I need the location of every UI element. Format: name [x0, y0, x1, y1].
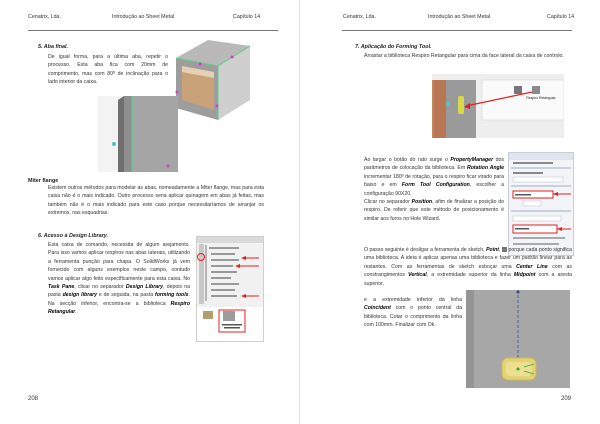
forming-tools-term: forming tools	[154, 292, 189, 299]
property-manager-screenshot	[508, 152, 574, 256]
propertymanager-term: PropertyManager	[450, 157, 494, 163]
library-item-label: Respiro Retangular	[526, 96, 556, 100]
sketch-screenshot	[466, 290, 570, 388]
form-tool-configuration-term: Form Tool Configuration	[401, 182, 470, 189]
step-6-p1: Esta caixa de comando, necessita de algum arejamento. Para isso vamos aplicar respiros nas abas laterais, utilizando a ferramenta punção para chapa. O SolidWorks já vem fornecido com alguns exemplos neste campo, contudo vamos aplicar algo feito especificamente para esta caixa.	[48, 242, 190, 282]
header-rule-right	[342, 30, 572, 31]
forming-tool-drag-drawing	[432, 74, 564, 138]
header-company-right: Cenatrix, Lda.	[343, 14, 376, 20]
design-library-drawing	[197, 237, 263, 341]
header-title-right: Introdução ao Sheet Metal	[428, 14, 491, 20]
header-chapter: Capítulo 14	[233, 14, 261, 20]
step-7-text: Arrastar a biblioteca Respiro Retangular para cima da face lateral da caixa de controlo.	[364, 53, 564, 59]
design-library-term: Design Library	[125, 284, 164, 291]
miter-text: Existem outros métodos para modelar as abas, nomeadamente a Miter flange, mas para esta caixa não é o mais indicado. Outro processo seria aplicar quinagem em abas já feitas, mas também não é o mais indicado para este caso porque necessitaríamos de arranjar os extremos, nas esquadrias.	[48, 185, 264, 217]
header-company: Cenatrix, Lda.	[28, 14, 61, 20]
point-term: Point	[486, 247, 500, 253]
flange-detail-image	[98, 96, 178, 172]
respiro-retangular-term: Respiro Retangular	[48, 300, 190, 316]
page-number-right: 209	[561, 396, 572, 402]
step-7-title: 7. Aplicação do Forming Tool.	[355, 44, 432, 50]
design-library-screenshot	[196, 236, 264, 342]
step-6-text: Esta caixa de comando, necessita de algum arejamento. Para isso vamos aplicar respiros nas abas laterais, utilizando a ferramenta punção para chapa. O SolidWorks já vem fornecido com alguns exemplos neste campo, contudo vamos aplicar algo feito especificamente para esta caixa. No Task Pane, clicar no separador Design Library, depois na pasta design library e de seguida, na pasta forming tools. Na secção inferior, encontra-se a biblioteca Respiro Retangular.	[48, 242, 190, 316]
right-page	[300, 0, 600, 424]
sketch-drawing	[466, 290, 570, 388]
header-chapter-right: Capítulo 14	[547, 14, 575, 20]
header-title: Introdução ao Sheet Metal	[112, 14, 175, 20]
miter-heading: Miter flange	[28, 178, 59, 184]
sketch-text: O passo seguinte é desligar a ferramenta de sketch, Point, porque cada ponto significa uma biblioteca. A ideia é aplicar apenas uma biblioteca e fazer um padrão linear para as restantes. Com as ferramentas de sketch esboçar uma Center Line com as constrangimentos Vertical, a extremidade superior da linha Midpoint com a aresta superior,	[364, 247, 573, 287]
header-rule	[28, 30, 278, 31]
property-manager-drawing	[509, 153, 573, 255]
midpoint-term: Midpoint	[513, 272, 536, 279]
forming-tool-drag-image	[432, 74, 564, 138]
step-5-title: 5. Aba final.	[38, 44, 69, 50]
position-term: Position	[411, 199, 433, 206]
rotation-angle-term: Rotation Angle	[466, 165, 504, 172]
step-5-text: De igual forma, para a última aba, repetir o processo. Esta aba fica com 20mm de comprimento, mas com 80º de inclinação para o lado interior da caixa.	[48, 54, 168, 86]
center-line-term: Center Line	[516, 263, 548, 270]
box-flange-drawing	[168, 38, 252, 124]
page-number-left: 208	[28, 396, 39, 402]
box-flange-image	[168, 38, 252, 124]
placement-text: Ao largar o botão do rato surge o PropertyManager dos parâmetros de colocação da biblioteca. Em Rotation Angle incrementar 180º de rotação, para o respiro ficar virado para baixo e em Form Tool Configuration, escolher a configuração 90X20. Clicar no separador Position, afim de finalizar a posição do respiro. De referir que este método de posicionamento é similar aos furos no Hole Wizard.	[364, 157, 505, 222]
flange-detail-drawing	[98, 96, 178, 172]
design-library-folder-term: design library	[62, 292, 98, 299]
step-6-title: 6. Acesso à Design Library.	[38, 233, 109, 239]
coincident-text: e a extremidade inferior da linha Coincident com o ponto central da biblioteca. Cotar o comprimento da linha com 100mm. Finalizar com Ok.	[364, 297, 462, 329]
vertical-term: Vertical	[408, 272, 427, 279]
coincident-term: Coincident	[364, 305, 391, 312]
task-pane-term: Task Pane	[48, 284, 75, 291]
